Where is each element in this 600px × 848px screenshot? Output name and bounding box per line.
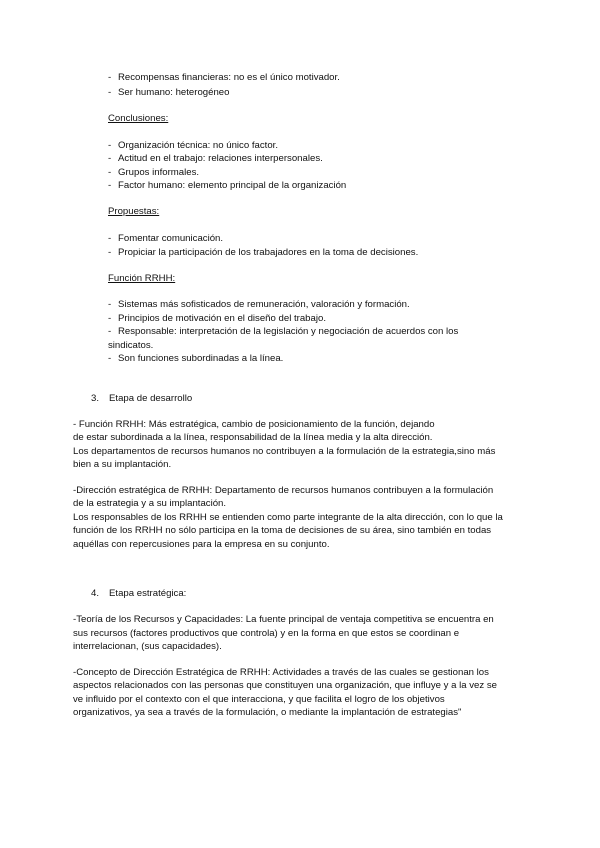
- bullet-dash: -: [108, 353, 112, 364]
- section-heading-funcion-rrhh: Función RRHH:: [108, 273, 176, 284]
- bullet-dash: -: [108, 72, 112, 83]
- list-item: Son funciones subordinadas a la línea.: [118, 353, 284, 364]
- paragraph-line: -Concepto de Dirección Estratégica de RRHH: Actividades a través de las cuales se gestionan los: [73, 667, 489, 678]
- paragraph-line: Los responsables de los RRHH se entienden como parte integrante de la alta dirección, con lo que la: [73, 512, 503, 523]
- list-item: Propiciar la participación de los trabajadores en la toma de decisiones.: [118, 247, 419, 258]
- section-heading-propuestas: Propuestas:: [108, 206, 160, 217]
- paragraph-line: Los departamentos de recursos humanos no contribuyen a la formulación de la estrategia,sino más: [73, 446, 496, 457]
- paragraph-line: de la estrategia y a su implantación.: [73, 498, 227, 509]
- list-item: Factor humano: elemento principal de la organización: [118, 180, 347, 191]
- list-item: Sistemas más sofisticados de remuneración, valoración y formación.: [118, 299, 410, 310]
- bullet-dash: -: [108, 140, 112, 151]
- list-item: Organización técnica: no único factor.: [118, 140, 278, 151]
- bullet-dash: -: [108, 233, 112, 244]
- paragraph-line: ve influido por el contexto con el que interacciona, y que facilita el logro de los objetivos: [73, 694, 445, 705]
- paragraph-line: - Función RRHH: Más estratégica, cambio de posicionamiento de la función, dejando: [73, 419, 435, 430]
- section-title: Etapa estratégica:: [109, 588, 187, 599]
- paragraph-line: sus recursos (factores productivos que controla) y en la forma en que estos se coordinan e: [73, 628, 460, 639]
- list-item: Ser humano: heterogéneo: [118, 87, 230, 98]
- paragraph-line: -Dirección estratégica de RRHH: Departamento de recursos humanos contribuyen a la formulación: [73, 485, 494, 496]
- list-item: Responsable: interpretación de la legislación y negociación de acuerdos con los: [118, 326, 459, 337]
- paragraph-line: bien a su implantación.: [73, 459, 172, 470]
- paragraph-line: aquéllas con repercusiones para la empresa en su conjunto.: [73, 539, 330, 550]
- section-title: Etapa de desarrollo: [109, 393, 193, 404]
- bullet-dash: -: [108, 167, 112, 178]
- paragraph-line: -Teoría de los Recursos y Capacidades: La fuente principal de ventaja competitiva se encuentra en: [73, 614, 494, 625]
- paragraph-line: de estar subordinada a la línea, responsabilidad de la línea media y la alta dirección.: [73, 432, 433, 443]
- list-item: Grupos informales.: [118, 167, 200, 178]
- bullet-dash: -: [108, 87, 112, 98]
- list-item: Principios de motivación en el diseño del trabajo.: [118, 313, 326, 324]
- bullet-dash: -: [108, 153, 112, 164]
- bullet-dash: -: [108, 299, 112, 310]
- list-item: Recompensas financieras: no es el único motivador.: [118, 72, 340, 83]
- paragraph-line: aspectos relacionados con las personas que constituyen una organización, que influye y a la vez se: [73, 680, 497, 691]
- paragraph-line: organizativos, ya sea a través de la formulación, o mediante la implantación de estrategias": [73, 707, 462, 718]
- list-item: Actitud en el trabajo: relaciones interpersonales.: [118, 153, 323, 164]
- paragraph-line: interrelacionan, (sus capacidades).: [73, 641, 222, 652]
- bullet-dash: -: [108, 247, 112, 258]
- list-item: Fomentar comunicación.: [118, 233, 224, 244]
- section-number: 4.: [91, 588, 100, 599]
- bullet-dash: -: [108, 180, 112, 191]
- section-number: 3.: [91, 393, 100, 404]
- bullet-dash: -: [108, 313, 112, 324]
- bullet-dash: -: [108, 326, 112, 337]
- paragraph-line: función de los RRHH no sólo participa en la toma de decisiones de su área, sino también en todas: [73, 525, 492, 536]
- list-item-continuation: sindicatos.: [108, 340, 154, 351]
- section-heading-conclusiones: Conclusiones:: [108, 113, 169, 124]
